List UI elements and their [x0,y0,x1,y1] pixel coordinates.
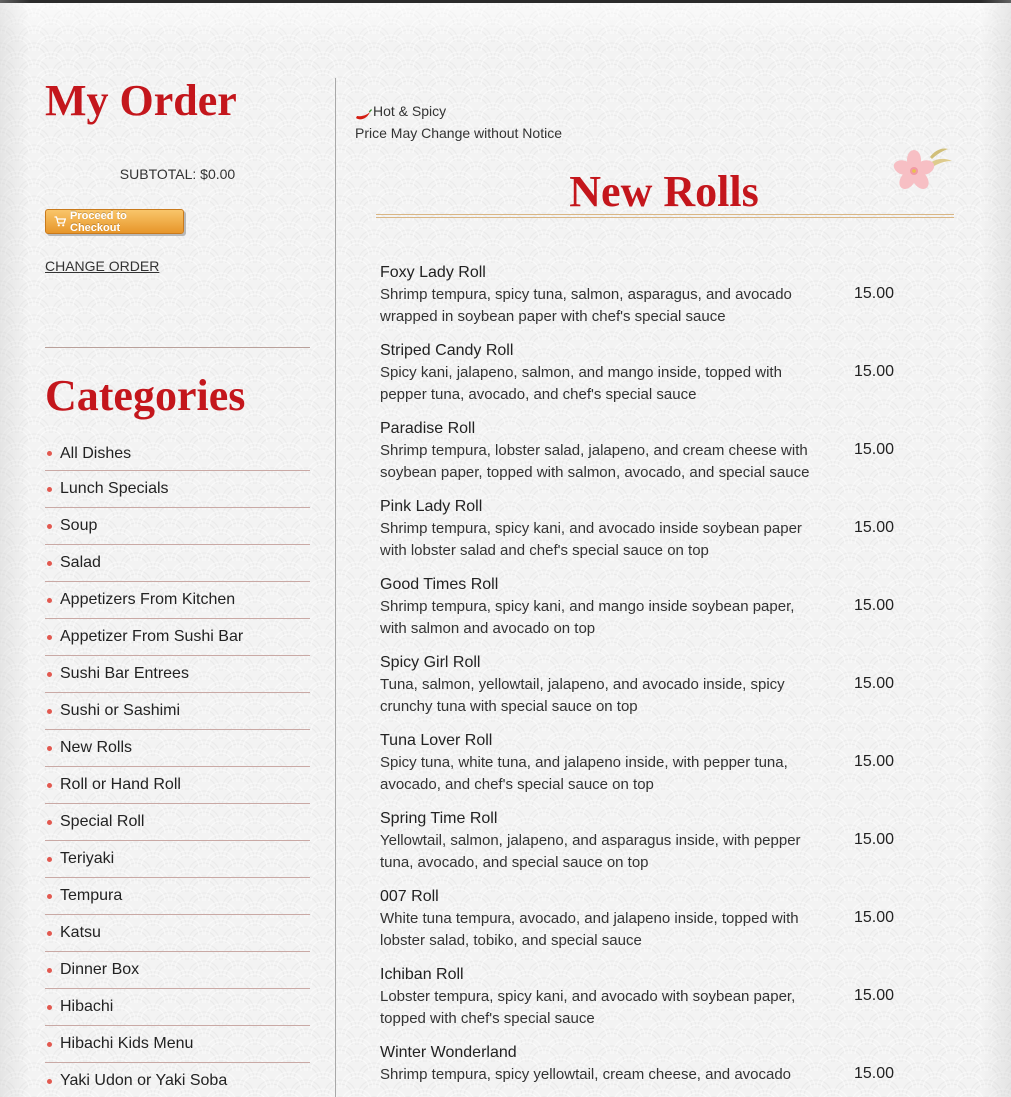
bullet-dot-icon [47,746,52,751]
category-item[interactable] [45,471,310,508]
menu-item[interactable] [380,885,930,963]
menu-item[interactable] [380,807,930,885]
legend [355,100,955,144]
item-price: 15.00 [854,285,895,302]
cart-icon [54,216,66,227]
category-label: Appetizer From Sushi Bar [60,628,244,645]
menu-item[interactable] [380,417,930,495]
right-shade [981,0,1011,1097]
category-label: Hibachi Kids Menu [60,1035,194,1052]
item-price: 15.00 [854,675,895,692]
proceed-to-checkout-button[interactable] [45,209,184,234]
checkout-label: Proceed to Checkout [70,209,127,234]
category-item[interactable] [45,437,310,471]
bullet-dot-icon [47,1042,52,1047]
item-price: 15.00 [854,519,895,536]
item-price: 15.00 [854,909,895,926]
category-label: Soup [60,517,98,534]
item-name: Tuna Lover Roll [380,732,493,749]
item-name: Spring Time Roll [380,810,498,827]
item-name: Good Times Roll [380,576,499,593]
legend-spicy [355,100,955,122]
category-item[interactable] [45,915,310,952]
chili-pepper-icon [355,105,372,117]
menu-item[interactable] [380,963,930,1041]
item-description: Tuna, salmon, yellowtail, jalapeno, and avocado inside, spicy crunchy tuna with special sauce on top [380,676,785,715]
sidebar-divider [45,347,310,348]
category-item[interactable] [45,545,310,582]
bullet-dot-icon [47,820,52,825]
item-description: White tuna tempura, avocado, and jalapeno inside, topped with lobster salad, tobiko, and special sauce [380,910,799,949]
bullet-dot-icon [47,1079,52,1084]
category-label: Sushi or Sashimi [60,702,181,719]
category-label: Katsu [60,924,101,941]
spicy-label: Hot & Spicy [373,103,447,119]
category-label: Sushi Bar Entrees [60,665,189,682]
item-price: 15.00 [854,597,895,614]
bullet-dot-icon [47,672,52,677]
item-name: Striped Candy Roll [380,342,514,359]
bullet-dot-icon [47,635,52,640]
category-item[interactable] [45,952,310,989]
bullet-dot-icon [47,894,52,899]
item-price: 15.00 [854,363,895,380]
category-label: Tempura [60,887,123,904]
bullet-dot-icon [47,451,52,456]
item-name: Paradise Roll [380,420,476,437]
category-item[interactable] [45,1063,310,1097]
bullet-dot-icon [47,857,52,862]
category-item[interactable] [45,1026,310,1063]
item-name: Pink Lady Roll [380,498,483,515]
column-divider [335,78,336,1097]
subtotal: SUBTOTAL: $0.00 [119,166,236,182]
title-rule [376,214,954,218]
menu-item[interactable] [380,261,930,339]
section-header [355,169,955,223]
section-title: New Rolls [569,167,759,216]
category-label: Lunch Specials [60,480,169,497]
price-notice: Price May Change without Notice [355,125,562,141]
sidebar [45,78,310,1097]
category-label: Dinner Box [60,961,140,978]
item-description: Lobster tempura, spicy kani, and avocado with soybean paper, topped with chef's special sauce [380,988,796,1027]
item-price: 15.00 [854,987,895,1004]
menu-list [380,261,930,1097]
category-label: Yaki Udon or Yaki Soba [60,1072,228,1089]
item-name: Spicy Girl Roll [380,654,481,671]
category-item[interactable] [45,693,310,730]
bullet-dot-icon [47,487,52,492]
left-shade [0,0,30,1097]
category-label: Salad [60,554,101,571]
top-fade [0,3,1011,43]
categories-title: Categories [45,371,246,420]
item-description: Shrimp tempura, spicy kani, and avocado inside soybean paper with lobster salad and chef's special sauce on top [380,520,802,559]
bullet-dot-icon [47,1005,52,1010]
category-item[interactable] [45,619,310,656]
item-description: Shrimp tempura, spicy kani, and mango inside soybean paper, with salmon and avocado on top [380,598,795,637]
category-label: Appetizers From Kitchen [60,591,236,608]
item-price: 15.00 [854,441,895,458]
category-list [45,437,310,1097]
category-label: Hibachi [60,998,114,1015]
bullet-dot-icon [47,561,52,566]
item-price: 15.00 [854,1065,895,1082]
category-label: All Dishes [60,444,132,462]
item-description: Shrimp tempura, spicy tuna, salmon, asparagus, and avocado wrapped in soybean paper with chef's special sauce [380,286,792,325]
my-order-title: My Order [45,76,237,125]
category-item[interactable] [45,508,310,545]
category-label: New Rolls [60,739,133,756]
category-item[interactable] [45,767,310,804]
menu-panel [355,100,955,1097]
item-description: Shrimp tempura, spicy yellowtail, cream cheese, and avocado [380,1066,792,1083]
item-description: Spicy tuna, white tuna, and jalapeno inside, with pepper tuna, avocado, and chef's special sauce on top [380,754,788,793]
bullet-dot-icon [47,709,52,714]
item-price: 15.00 [854,753,895,770]
category-item[interactable] [45,582,310,619]
item-price: 15.00 [854,831,895,848]
category-label: Teriyaki [60,850,115,867]
menu-item[interactable] [380,495,930,573]
item-description: Shrimp tempura, lobster salad, jalapeno, and cream cheese with soybean paper, topped with salmon, avocado, and special sauce [380,442,810,481]
item-name: Ichiban Roll [380,966,464,983]
item-description: Spicy kani, jalapeno, salmon, and mango inside, topped with pepper tuna, avocado, and chef's special sauce [380,364,782,403]
category-item[interactable] [45,989,310,1026]
category-item[interactable] [45,878,310,915]
item-description: Yellowtail, salmon, jalapeno, and asparagus inside, with pepper tuna, avocado, and special sauce on top [380,832,801,871]
item-name: Winter Wonderland [380,1044,517,1061]
category-item[interactable] [45,804,310,841]
cherry-blossom-icon [888,143,954,193]
bullet-dot-icon [47,598,52,603]
category-label: Roll or Hand Roll [60,776,181,793]
bullet-dot-icon [47,931,52,936]
item-name: 007 Roll [380,888,439,905]
bullet-dot-icon [47,524,52,529]
bullet-dot-icon [47,783,52,788]
item-name: Foxy Lady Roll [380,264,486,281]
bullet-dot-icon [47,968,52,973]
category-item-new-rolls[interactable] [45,730,310,767]
menu-item[interactable] [380,573,930,651]
category-item[interactable] [45,841,310,878]
menu-item[interactable] [380,729,930,807]
menu-item[interactable] [380,339,930,417]
menu-item[interactable] [380,651,930,729]
menu-item[interactable] [380,1041,930,1097]
category-item[interactable] [45,656,310,693]
change-order-link[interactable]: CHANGE ORDER [45,258,160,274]
category-label: Special Roll [60,813,145,830]
